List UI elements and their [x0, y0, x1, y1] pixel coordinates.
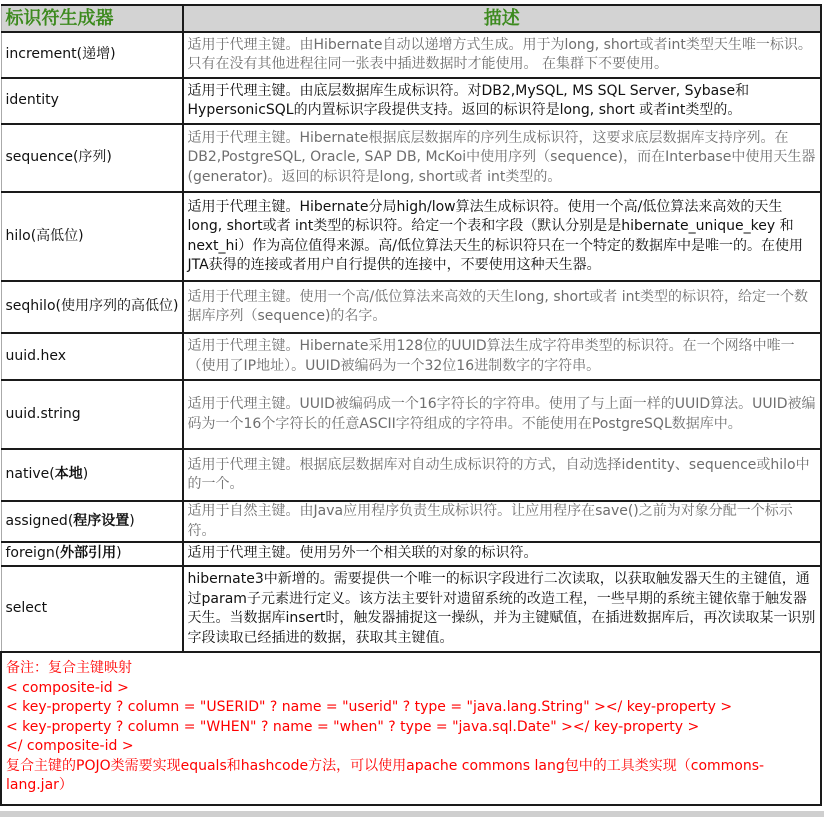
table-row: [1, 566, 821, 652]
table-row: [1, 124, 821, 192]
table-row: [1, 281, 821, 333]
generator-name: increment(递增): [1, 32, 183, 78]
generator-name: sequence(序列): [1, 124, 183, 192]
composite-key-note: [1, 652, 821, 805]
generator-description: 适用于代理主键。使用另外一个相关联的对象的标识符。: [183, 542, 822, 566]
table-row: [1, 32, 821, 78]
generator-description: 适用于代理主键。由Hibernate自动以递增方式生成。用于为long, short或者int类型天生唯一标识。只有在没有其他进程往同一张表中插进数据时才能使用。 在集群下不要使用。: [183, 32, 822, 78]
table-row: [1, 78, 821, 124]
table-row: [1, 380, 821, 449]
generator-name: identity: [1, 78, 183, 124]
note-line: </ composite-id >: [6, 738, 134, 754]
header-generator: 标识符生成器: [1, 5, 183, 32]
generator-name: [1, 542, 183, 566]
generator-description: 适用于代理主键。根据底层数据库对自动生成标识符的方式，自动选择identity、sequence或hilo中的一个。: [183, 449, 822, 501]
generator-description: 适用于代理主键。使用一个高/低位算法来高效的天生long, short或者 int类型的标识符，给定一个数据库序列（sequence)的名字。: [183, 281, 822, 333]
generator-name: [1, 501, 183, 542]
name-prefix: foreign(: [5, 545, 61, 562]
generator-description: 适用于代理主键。Hibernate采用128位的UUID算法生成字符串类型的标识符。在一个网络中唯一（使用了IP地址）。UUID被编码为一个32位16进制数字的字符串。: [183, 333, 822, 380]
generator-description: hibernate3中新增的。需要提供一个唯一的标识字段进行二次读取，以获取触发器天生的主键值，通过param子元素进行定义。该方法主要针对遗留系统的改造工程，一些早期的系统主键依靠于触发器天生。当数据库insert时，触发器捕捉这一操纵，并为主键赋值，在插进数据库后，再次读取某一识别字段读取已经插进的数据，获取其主键值。: [183, 566, 822, 652]
table-row: [1, 192, 821, 281]
generator-name: hilo(高低位): [1, 192, 183, 281]
note-row: [1, 652, 821, 805]
generator-description: 适用于代理主键。UUID被编码成一个16字符长的字符串。使用了与上面一样的UUID算法。UUID被编码为一个16个字符长的任意ASCII字符组成的字符串。不能使用在PostgreSQL数据库中。: [183, 380, 822, 449]
note-line: < composite-id >: [6, 679, 129, 696]
generator-name: uuid.string: [1, 380, 183, 449]
name-prefix: assigned(: [5, 512, 74, 529]
name-prefix: native(: [5, 466, 55, 483]
name-cn: 本地: [54, 466, 83, 483]
note-line: 复合主键的POJO类需要实现equals和hashcode方法，可以使用apache commons lang包中的工具类实现（commons-lang.jar）: [6, 757, 765, 793]
generator-name: [1, 449, 183, 501]
table-header-row: [1, 5, 821, 32]
header-description: 描述: [183, 5, 822, 32]
bottom-strip: [0, 811, 824, 817]
name-suffix: ): [82, 466, 89, 483]
table-row: [1, 542, 821, 566]
name-cn: 外部引用: [60, 545, 117, 562]
generator-description: 适用于代理主键。Hibernate根据底层数据库的序列生成标识符，这要求底层数据库支持序列。在DB2,PostgreSQL, Oracle, SAP DB, McKoi中使用序列（sequence)，而在Interbase中使用天生器(generator)。返回的标识符是long, short或者 int类型的。: [183, 124, 822, 192]
note-line: 备注：复合主键映射: [6, 660, 132, 676]
generator-name: select: [1, 566, 183, 652]
name-suffix: ): [129, 512, 135, 529]
generator-name: seqhilo(使用序列的高低位): [1, 281, 183, 333]
name-cn: 程序设置: [73, 512, 130, 529]
generator-description: 适用于自然主键。由Java应用程序负责生成标识符。让应用程序在save()之前为对象分配一个标示符。: [183, 501, 822, 542]
table-row: [1, 333, 821, 380]
generator-description: 适用于代理主键。Hibernate分局high/low算法生成标识符。使用一个高/低位算法来高效的天生long, short或者 int类型的标识符。给定一个表和字段（默认分别是是hibernate_unique_key 和next_hi）作为高位值得来源。高/低位算法天生的标识符只在一个特定的数据库中是唯一的。在使用JTA获得的连接或者用户自行提供的连接中，不要使用这种天生器。: [183, 192, 822, 281]
note-line: < key-property ? column = "WHEN" ? name = "when" ? type = "java.sql.Date" ></ key-property >: [6, 718, 700, 735]
name-suffix: ): [116, 545, 122, 562]
note-line: < key-property ? column = "USERID" ? name = "userid" ? type = "java.lang.String" ></ key-property >: [6, 699, 733, 715]
table-row: [1, 501, 821, 542]
table-row: [1, 449, 821, 501]
generator-name: uuid.hex: [1, 333, 183, 380]
generator-table: [0, 4, 822, 806]
generator-description: 适用于代理主键。由底层数据库生成标识符。对DB2,MySQL, MS SQL Server, Sybase和HypersonicSQL的内置标识字段提供支持。返回的标识符是long, short 或者int类型的。: [183, 78, 822, 124]
